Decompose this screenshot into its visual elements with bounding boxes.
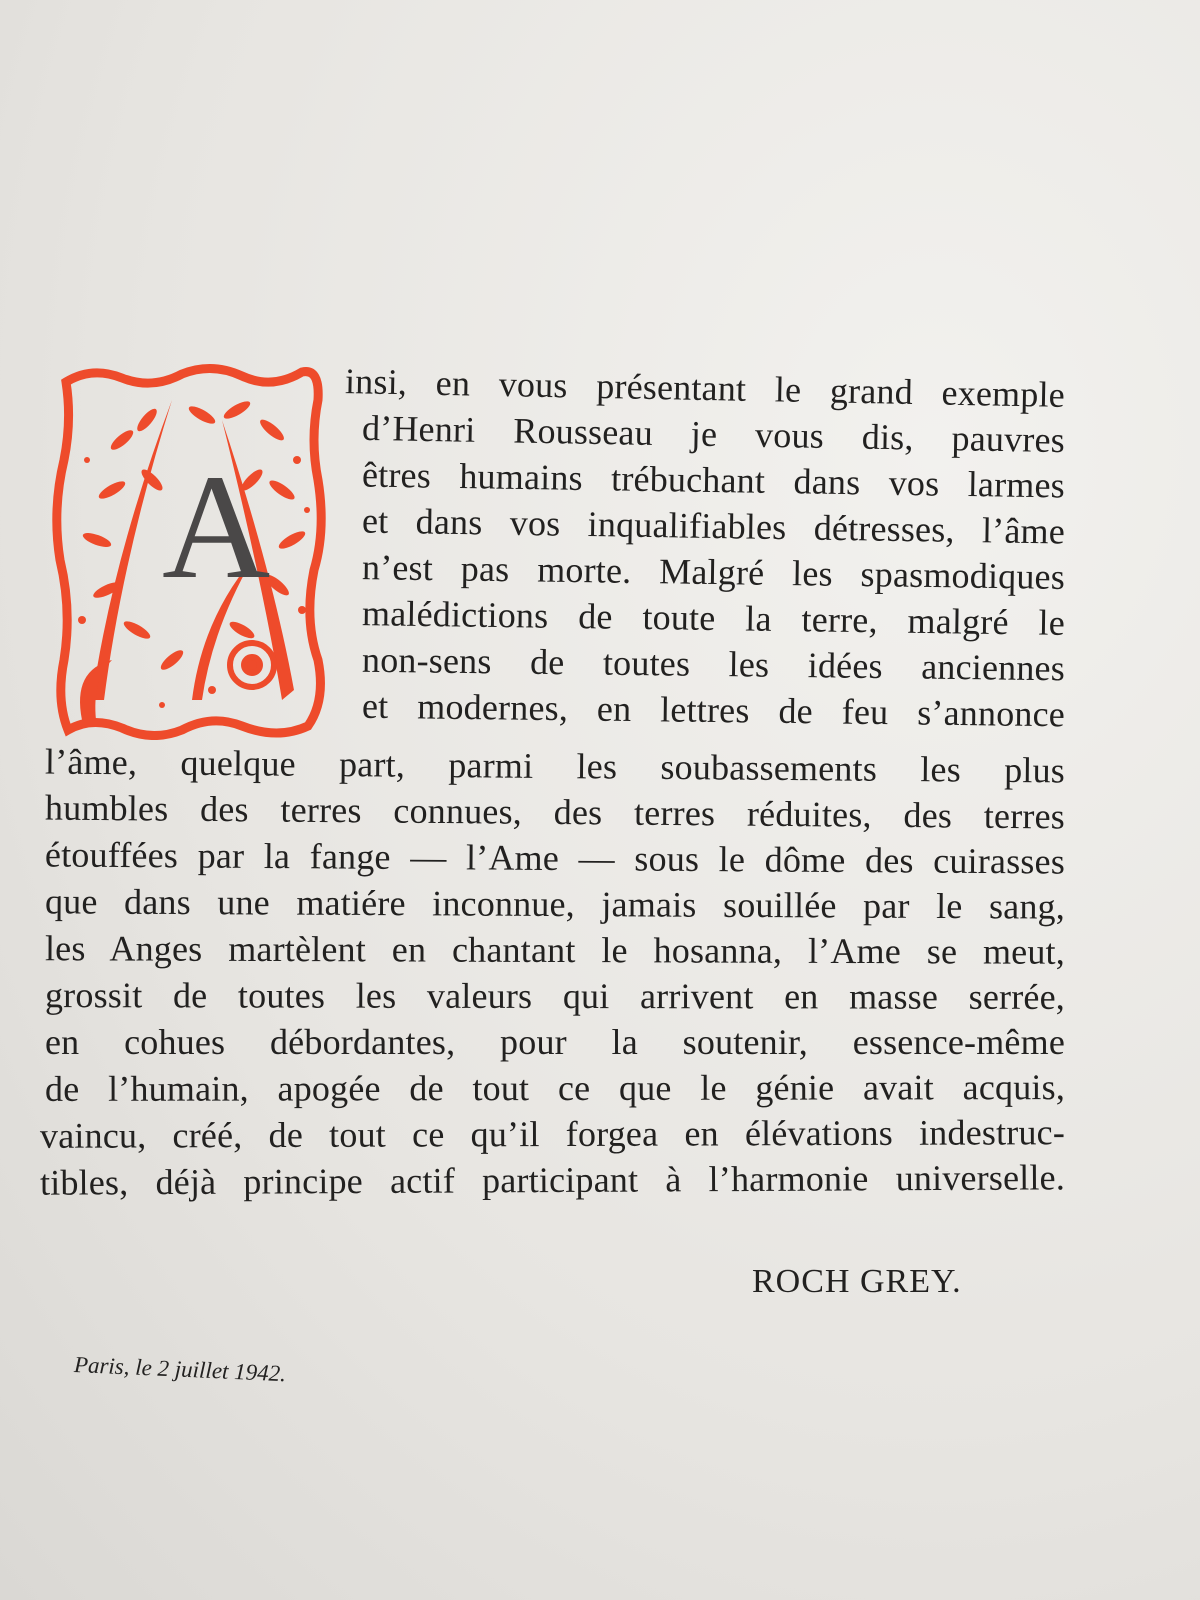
ornamental-initial: [52, 360, 330, 740]
text-line-9: l’âme, quelque part, parmi les soubassements les plus: [44, 741, 1066, 791]
text-line-5: n’est pas morte. Malgré les spasmodiques: [361, 547, 1066, 597]
text-line-11: étouffées par la fange — l’Ame — sous le dôme des cuirasses: [44, 834, 1066, 882]
drop-cap-letter: A: [162, 444, 271, 610]
text-line-1: insi, en vous présentant le grand exemple: [344, 361, 1066, 415]
text-line-2: d’Henri Rousseau je vous dis, pauvres: [361, 407, 1066, 461]
text-line-13: les Anges martèlent en chantant le hosanna, l’Ame se meut,: [44, 928, 1066, 972]
text-line-7: non-sens de toutes les idées anciennes: [361, 639, 1066, 689]
text-line-14: grossit de toutes les valeurs qui arrivent en masse serrée,: [44, 975, 1066, 1017]
text-line-15: en cohues débordantes, pour la soutenir, essence-même: [45, 1022, 1065, 1062]
text-line-6: malédictions de toute la terre, malgré le: [361, 593, 1066, 643]
text-line-4: et dans vos inqualifiables détresses, l’âme: [361, 500, 1066, 552]
text-line-16: de l’humain, apogée de tout ce que le génie avait acquis,: [44, 1067, 1066, 1109]
text-line-8: et modernes, en lettres de feu s’annonce: [361, 685, 1066, 735]
text-line-3: êtres humains trébuchant dans vos larmes: [361, 454, 1066, 506]
author-signature: ROCH GREY.: [752, 1263, 962, 1300]
place-date: Paris, le 2 juillet 1942.: [73, 1352, 287, 1387]
text-line-17: vaincu, créé, de tout ce qu’il forgea en élévations indestruc-: [39, 1112, 1066, 1156]
text-line-12: que dans une matiére inconnue, jamais souillée par le sang,: [44, 881, 1066, 927]
text-line-18: tibles, déjà principe actif participant à l’harmonie universelle.: [39, 1157, 1066, 1203]
text-line-10: humbles des terres connues, des terres réduites, des terres: [44, 787, 1066, 837]
